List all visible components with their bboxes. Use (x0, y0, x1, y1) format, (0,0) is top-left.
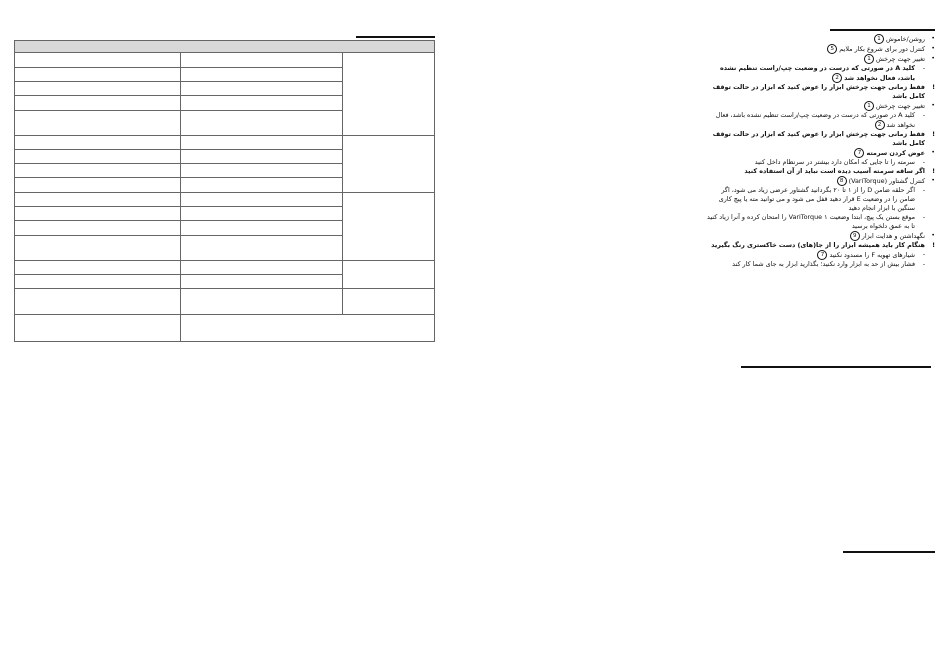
list-item-text: موقع بستن یک پیچ، ابتدا وضعیت VariTorque ۱ را امتحان کرده و آنرا زیاد کنید تا به عمق دلخواه برسید (707, 212, 915, 230)
figure-number-badge: 2 (832, 73, 842, 83)
table-row (15, 136, 435, 150)
list-item (705, 250, 935, 260)
bottom-divider-rule (843, 551, 935, 553)
list-item-text: کنترل گشتاور (VariTorque) (848, 176, 925, 185)
list-item-text: شیارهای تهویه F را مسدود نکنید (829, 250, 915, 259)
instruction-list (705, 34, 935, 269)
list-item (705, 186, 935, 213)
section-divider-rule (741, 366, 931, 368)
list-item-text: فشار بیش از حد به ابزار وارد نکنید؛ بگذارید ابزار به جای شما کار کند (732, 259, 915, 268)
list-item-text: روشن/خاموش (886, 35, 925, 43)
list-item-text: نگهداشتن و هدایت ابزار (861, 231, 925, 240)
figure-number-badge: 2 (875, 120, 885, 130)
list-item-text: کلید A در صورتی که درست در وضعیت چپ/راست تنظیم نشده باشد، فعال نخواهد شد (715, 110, 915, 129)
warning-item (705, 167, 935, 176)
list-item (705, 176, 935, 186)
figure-number-badge: 1 (864, 101, 874, 111)
list-item-text: فقط زمانی جهت چرخش ابزار را عوض کنید که ابزار در حالت توقف کامل باشد (712, 129, 925, 147)
list-item-text: کنترل دور برای شروع بکار ملایم (839, 45, 925, 53)
table-group-cell (343, 261, 435, 289)
table-row (15, 53, 435, 68)
list-item (705, 111, 935, 130)
list-item-text: فقط زمانی جهت چرخش ابزار را عوض کنید که ابزار در حالت توقف کامل باشد (712, 82, 925, 100)
list-item (705, 231, 935, 241)
figure-number-badge: 9 (850, 231, 860, 241)
table-header-cell (15, 41, 435, 53)
table-group-cell (343, 193, 435, 261)
table-header-row (15, 41, 435, 53)
figure-number-badge: 8 (837, 176, 847, 186)
list-item (705, 44, 935, 54)
list-item (705, 213, 935, 231)
right-header-rule (830, 29, 935, 31)
figure-number-badge: 5 (827, 44, 837, 54)
list-item (705, 260, 935, 269)
list-item-text: تغییر جهت چرخش (875, 101, 925, 110)
spec-table (14, 40, 435, 342)
list-item (705, 148, 935, 158)
list-item-text: عوض کردن سرمته (866, 148, 925, 157)
list-item-text: اگر ساقه سرمته آسیب دیده است نباید از آن استفاده کنید (744, 166, 925, 175)
table-row (15, 315, 435, 342)
list-item (705, 34, 935, 44)
list-item-text: تغییر جهت چرخش (875, 55, 925, 63)
figure-number-badge: 1 (864, 54, 874, 64)
table-group-cell (343, 136, 435, 193)
list-item (705, 64, 935, 83)
warning-item (705, 83, 935, 101)
figure-number-badge: 1 (874, 34, 884, 44)
table-row (15, 289, 435, 315)
warning-item (705, 241, 935, 250)
warning-item (705, 130, 935, 148)
table-group-cell (343, 53, 435, 136)
list-item-text: سرمته را تا جایی که امکان دارد بیشتر در سرنظام داخل کنید (754, 157, 915, 166)
list-item (705, 158, 935, 167)
list-item (705, 101, 935, 111)
figure-number-badge: 7 (817, 250, 827, 260)
table-row (15, 261, 435, 275)
left-header-rule (356, 36, 435, 38)
figure-number-badge: 7 (854, 148, 864, 158)
table-row (15, 193, 435, 207)
list-item-text: اگر حلقه ضامن D را از ۱ تا ۲۰ بگردانید گشتاور عرضی زیاد می شود، اگر ضامن را در وضعیت E قرار دهید قفل می شود و می توانید مته یا پیچ کاری سنگین با ابزار انجام دهید (718, 185, 915, 212)
list-item-text: کلید A در صورتی که درست در وضعیت چپ/راست تنظیم نشده باشد، فعال نخواهد شد (719, 64, 915, 82)
list-item-text: هنگام کار باید همیشه ابزار را از جا(های) دست خاکستری رنگ بگیرید (711, 240, 925, 249)
list-item (705, 54, 935, 64)
